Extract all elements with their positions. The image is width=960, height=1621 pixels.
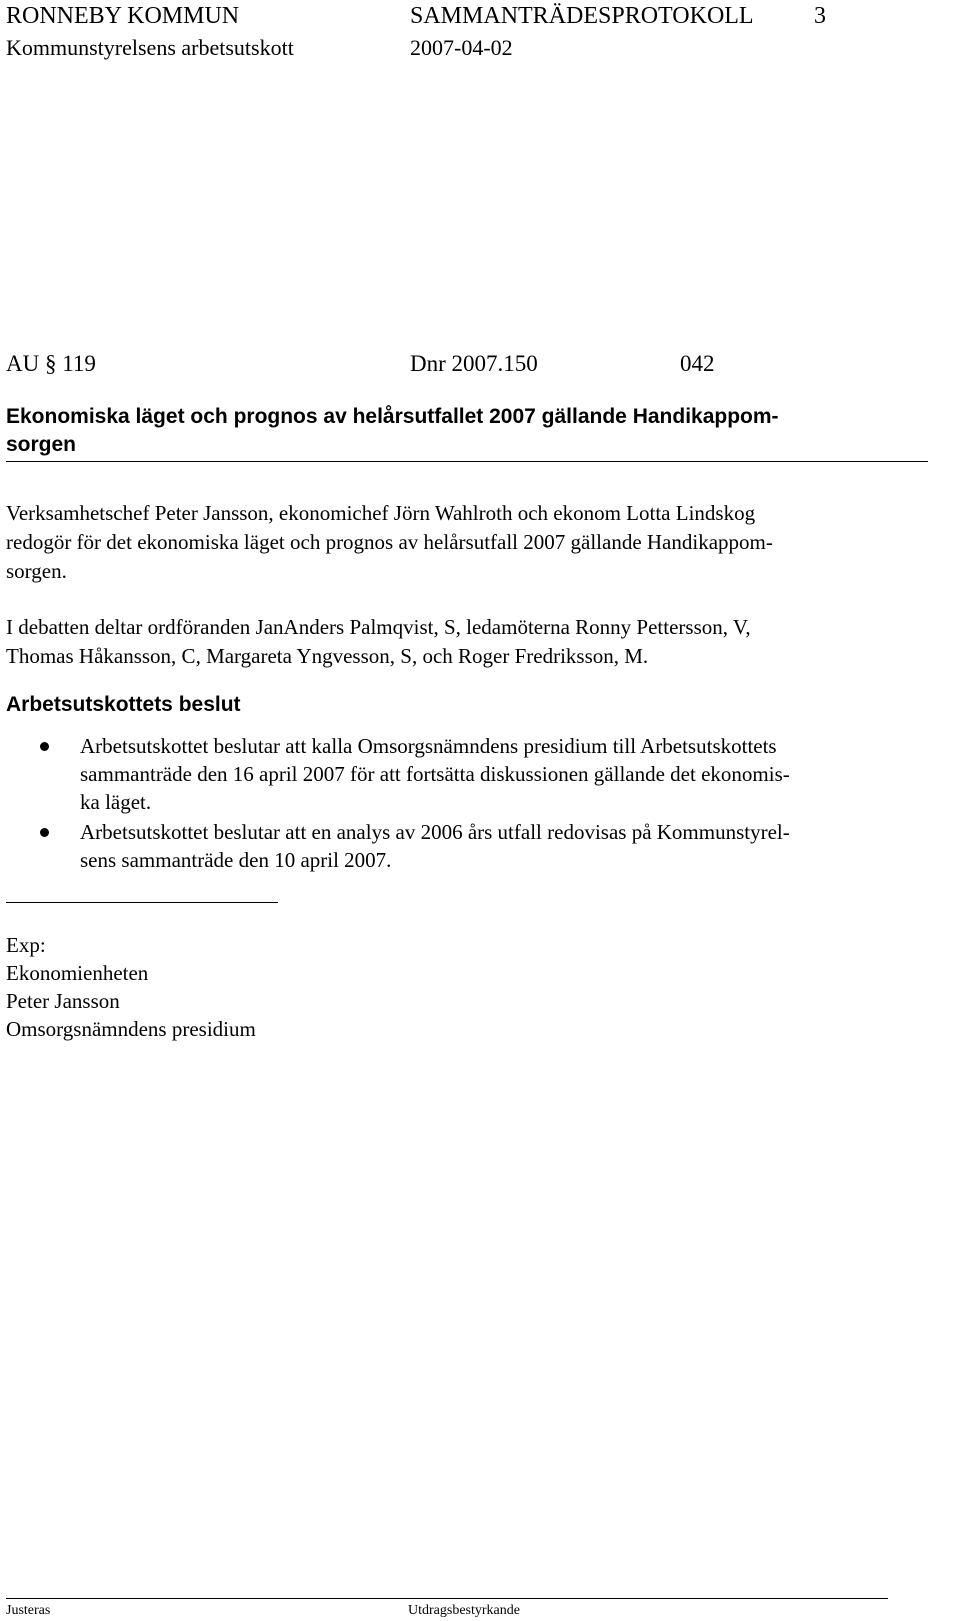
case-title-line-1: Ekonomiska läget och prognos av helårsutfallet 2007 gällande Handikappom-: [6, 405, 779, 428]
footer-utdragsbestyrkande: Utdragsbestyrkande: [408, 1603, 520, 1618]
bullet-line: Arbetsutskottet beslutar att kalla Omsorgsnämndens presidium till Arbetsutskottets: [80, 734, 777, 758]
document-type: SAMMANTRÄDESPROTOKOLL: [410, 3, 754, 29]
footer-rule: [6, 1598, 888, 1599]
archive-code: 042: [680, 351, 715, 376]
paragraph-line: redogör för det ekonomiska läget och prognos av helårsutfall 2007 gällande Handikappom-: [6, 530, 773, 554]
bullet-line: sammanträde den 16 april 2007 för att fortsätta diskussionen gällande det ekonomis-: [80, 762, 790, 786]
expedition-recipient: Omsorgsnämndens presidium: [6, 1017, 256, 1041]
paragraph-line: Thomas Håkansson, C, Margareta Yngvesson, S, och Roger Fredriksson, M.: [6, 644, 649, 668]
footer-justeras: Justeras: [6, 1603, 51, 1618]
bullet-line: Arbetsutskottet beslutar att en analys av 2006 års utfall redovisas på Kommunstyrel-: [80, 820, 790, 844]
paragraph-line: sorgen.: [6, 559, 67, 583]
paragraph-line: I debatten deltar ordföranden JanAnders Palmqvist, S, ledamöterna Ronny Pettersson, V,: [6, 615, 751, 639]
bullet-line: sens sammanträde den 10 april 2007.: [80, 848, 392, 872]
diary-number: Dnr 2007.150: [410, 351, 538, 376]
expedition-recipient: Peter Jansson: [6, 989, 120, 1013]
decision-heading: Arbetsutskottets beslut: [6, 693, 241, 716]
case-title-line-2: sorgen: [6, 433, 77, 456]
expedition-recipient: Ekonomienheten: [6, 961, 149, 985]
paragraph-number: AU § 119: [6, 351, 96, 376]
bullet-icon: [40, 828, 49, 837]
municipality-name: RONNEBY KOMMUN: [6, 3, 240, 29]
bullet-line: ka läget.: [80, 790, 152, 814]
expedition-separator: [6, 902, 278, 903]
page-number: 3: [814, 3, 826, 29]
meeting-date: 2007-04-02: [410, 35, 513, 60]
bullet-icon: [40, 742, 49, 751]
title-underline: [6, 461, 928, 462]
paragraph-line: Verksamhetschef Peter Jansson, ekonomichef Jörn Wahlroth och ekonom Lotta Lindskog: [6, 501, 756, 525]
committee-name: Kommunstyrelsens arbetsutskott: [6, 35, 294, 60]
expedition-label: Exp:: [6, 933, 46, 957]
